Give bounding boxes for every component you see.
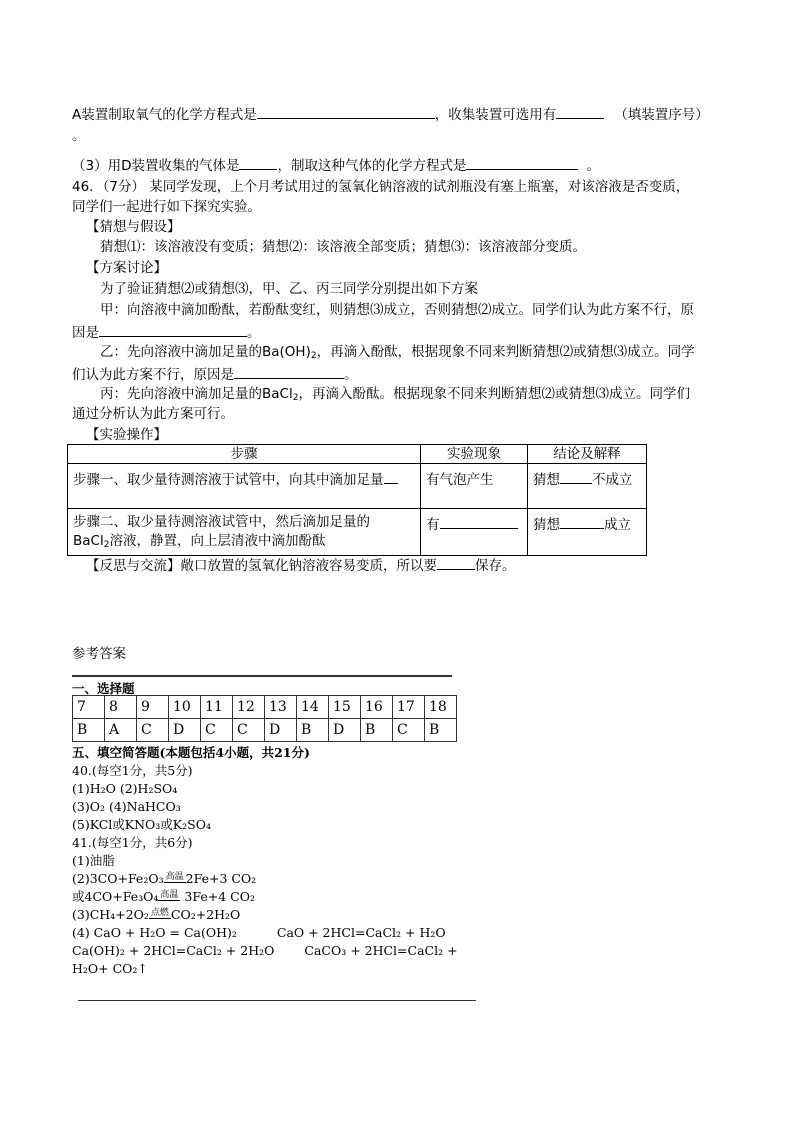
step-2: 步骤二、取少量待测溶液试管中，然后滴加足量的 BaCl$_2$溶液，静置，向上层清液中滴加酚酞 bbox=[68, 509, 421, 556]
answer-letter-cell: B bbox=[73, 719, 105, 742]
blank[interactable] bbox=[257, 104, 435, 119]
choice-answer-table bbox=[72, 695, 457, 742]
answer-letter-cell: B bbox=[297, 719, 329, 742]
conclusion-2: 猜想 成立 bbox=[528, 509, 647, 556]
blank[interactable] bbox=[384, 469, 398, 484]
question-number-cell: 14 bbox=[297, 696, 329, 719]
step-1: 步骤一、取少量待测溶液于试管中，向其中滴加足量 bbox=[68, 464, 421, 509]
q40-answer-3: (5)KCl或KNO₃或K₂SO₄ bbox=[72, 817, 211, 832]
table-row bbox=[68, 509, 647, 556]
section-1-heading: 一、选择题 bbox=[72, 675, 452, 693]
answer-letter-cell: A bbox=[105, 719, 137, 742]
blank[interactable] bbox=[99, 322, 247, 337]
q45-line1: A装置制取氧气的化学方程式是 ，收集装置可选用有 （填装置序号） bbox=[72, 104, 709, 124]
reaction-condition: 点燃 bbox=[150, 908, 169, 918]
question-number-cell: 8 bbox=[105, 696, 137, 719]
answer-letter-cell: C bbox=[201, 719, 233, 742]
answer-letter-cell: B bbox=[361, 719, 393, 742]
reaction-condition: 高温 bbox=[160, 890, 179, 900]
blank[interactable] bbox=[556, 104, 604, 119]
q45-line3: （3）用D装置收集的气体是 ，制取这种气体的化学方程式是 。 bbox=[72, 155, 600, 175]
q46-intro2: 同学们一起进行如下探究实验。 bbox=[72, 199, 261, 215]
blank[interactable] bbox=[440, 514, 518, 529]
answer-letter-cell: C bbox=[233, 719, 265, 742]
question-number-cell: 16 bbox=[361, 696, 393, 719]
question-number-row bbox=[73, 696, 457, 719]
question-number-cell: 11 bbox=[201, 696, 233, 719]
question-number-cell: 13 bbox=[265, 696, 297, 719]
answer-letter-cell: B bbox=[425, 719, 457, 742]
col-conclusion: 结论及解释 bbox=[528, 445, 647, 464]
answer-letter-cell: C bbox=[137, 719, 169, 742]
guess-list: 猜想⑴：该溶液没有变质；猜想⑵：该溶液全部变质；猜想⑶：该溶液部分变质。 bbox=[100, 239, 586, 255]
answer-letter-cell: C bbox=[393, 719, 425, 742]
question-number-cell: 7 bbox=[73, 696, 105, 719]
ops-heading: 【实验操作】 bbox=[86, 427, 167, 443]
question-number-cell: 10 bbox=[169, 696, 201, 719]
table-header-row bbox=[68, 445, 647, 464]
reaction-condition: 高温 bbox=[165, 872, 184, 882]
divider bbox=[78, 1000, 476, 1001]
table-row bbox=[68, 464, 647, 509]
question-number-cell: 17 bbox=[393, 696, 425, 719]
question-number-cell: 9 bbox=[137, 696, 169, 719]
blank[interactable] bbox=[437, 555, 475, 570]
guess-heading: 【猜想与假设】 bbox=[86, 219, 181, 235]
conclusion-1: 猜想 不成立 bbox=[528, 464, 647, 509]
experiment-table bbox=[67, 444, 647, 556]
blank[interactable] bbox=[234, 364, 344, 379]
answer-key-image bbox=[72, 675, 480, 978]
question-number-cell: 12 bbox=[233, 696, 265, 719]
q41-answer-7: H₂O+ CO₂↑ bbox=[72, 961, 148, 976]
blank[interactable] bbox=[560, 514, 604, 529]
answer-letter-cell: D bbox=[265, 719, 297, 742]
answer-letter-cell: D bbox=[169, 719, 201, 742]
plan-bing-2: 通过分析认为此方案可行。 bbox=[72, 406, 234, 422]
plan-bing-1: 丙：先向溶液中滴加足量的BaCl$_2$，再滴入酚酞。根据现象不同来判断猜想⑵或猜想⑶成立。同学们 bbox=[100, 386, 690, 403]
col-step: 步骤 bbox=[68, 445, 421, 464]
plan-heading: 【方案讨论】 bbox=[86, 260, 167, 276]
plan-yi-2: 们认为此方案不行，原因是 。 bbox=[72, 364, 358, 384]
answers-title: 参考答案 bbox=[72, 646, 126, 662]
answer-letter-cell: D bbox=[329, 719, 361, 742]
blank[interactable] bbox=[466, 155, 578, 170]
plan-jia-1: 甲：向溶液中滴加酚酞，若酚酞变红，则猜想⑶成立，否则猜想⑵成立。同学们认为此方案不行，原 bbox=[100, 302, 694, 318]
blank[interactable] bbox=[239, 155, 277, 170]
observation-1: 有气泡产生 bbox=[421, 464, 528, 509]
question-number-cell: 18 bbox=[425, 696, 457, 719]
question-number-cell: 15 bbox=[329, 696, 361, 719]
q41-answer-2: (2)3CO+Fe₂O₃ 高温 2Fe+3 CO₂ bbox=[72, 871, 257, 886]
q41-answer-6: Ca(OH)₂ + 2HCl=CaCl₂ + 2H₂O CaCO₃ + 2HCl=CaCl₂ + bbox=[72, 943, 458, 958]
blank[interactable] bbox=[560, 469, 592, 484]
observation-2: 有 bbox=[421, 509, 528, 556]
plan-yi-1: 乙：先向溶液中滴加足量的$Ba(OH)_2$，再滴入酚酞，根据现象不同来判断猜想⑵或猜想⑶成立。同学 bbox=[100, 344, 695, 361]
q40-answer-2: (3)O₂ (4)NaHCO₃ bbox=[72, 799, 181, 814]
section-5-heading: 五、填空简答题(本题包括4小题，共21分) bbox=[72, 745, 310, 760]
q41-answer-1: (1)油脂 bbox=[72, 853, 115, 868]
q41-heading: 41.(每空1分，共6分) bbox=[72, 835, 193, 850]
plan-jia-2: 因是 。 bbox=[72, 322, 261, 342]
q46-intro1: 46．（7分） 某同学发现，上个月考试用过的氢氧化钠溶液的试剂瓶没有塞上瓶塞，对该溶液是否变质， bbox=[72, 179, 690, 195]
answer-letter-row bbox=[73, 719, 457, 742]
plan-intro: 为了验证猜想⑵或猜想⑶，甲、乙、丙三同学分别提出如下方案 bbox=[100, 281, 478, 297]
q40-answer-1: (1)H₂O (2)H₂SO₄ bbox=[72, 781, 178, 796]
q41-answer-5: (4) CaO + H₂O = Ca(OH)₂ CaO + 2HCl=CaCl₂ + H₂O bbox=[72, 925, 446, 940]
q41-answer-4: (3)CH₄+2O₂ 点燃 CO₂+2H₂O bbox=[72, 907, 241, 922]
reflect-line: 【反思与交流】敞口放置的氢氧化钠溶液容易变质，所以要 保存。 bbox=[86, 555, 516, 575]
col-observation: 实验现象 bbox=[421, 445, 528, 464]
q45-line2: 。 bbox=[72, 128, 86, 144]
q40-heading: 40.(每空1分，共5分) bbox=[72, 763, 193, 778]
q41-answer-3: 或4CO+Fe₃O₄ 高温 3Fe+4 CO₂ bbox=[72, 889, 255, 904]
